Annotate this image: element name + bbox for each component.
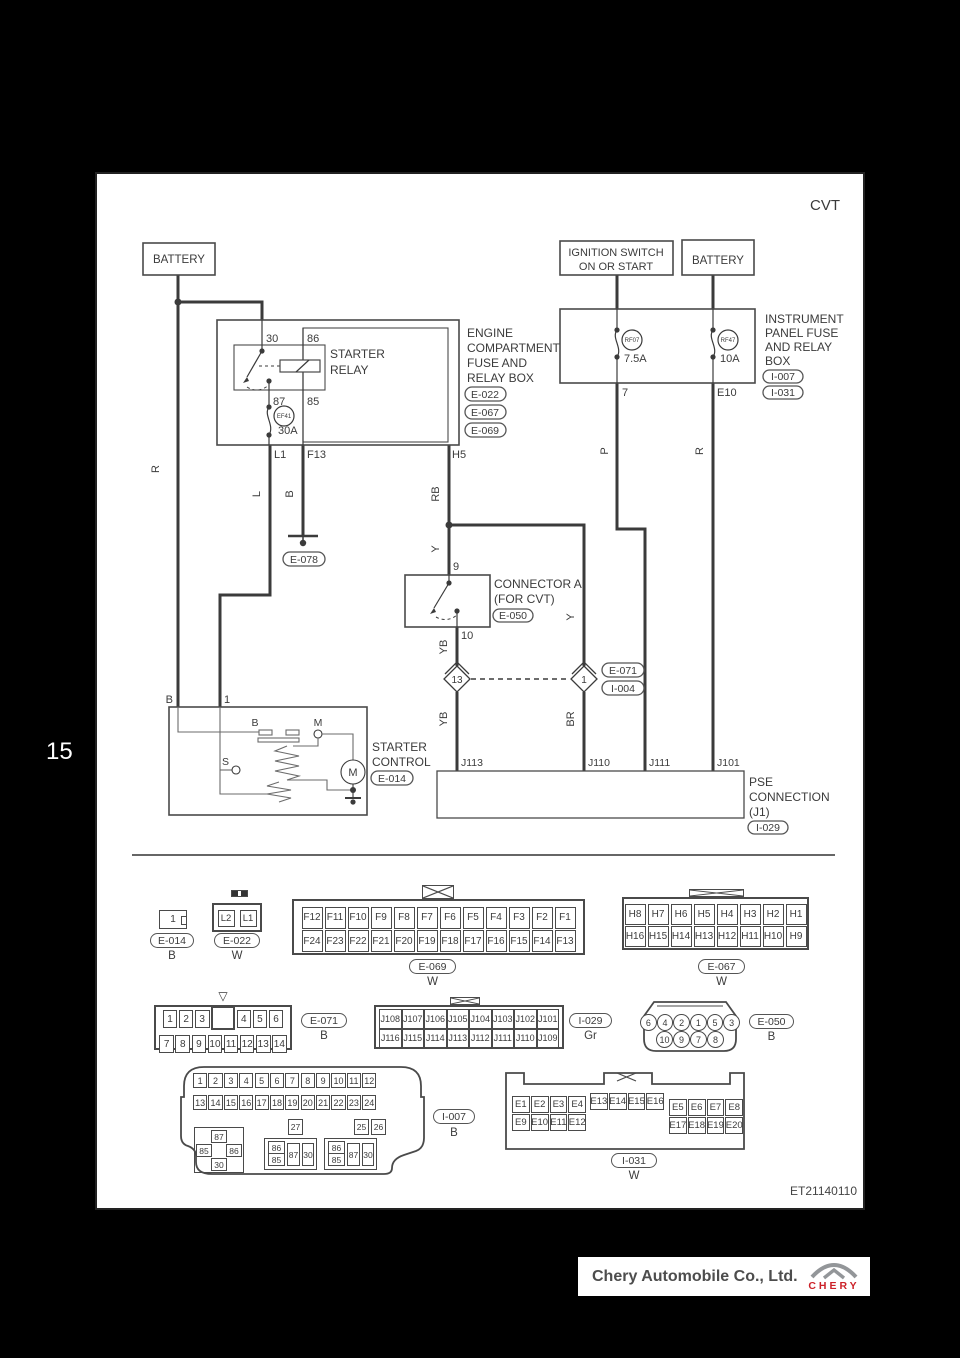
ignition-switch-label2: ON OR START <box>578 261 654 273</box>
pin-cell: 2 <box>179 1010 194 1028</box>
engine-pin-h5: H5 <box>452 449 467 461</box>
pin-cell: 15 <box>224 1095 238 1110</box>
pin-cell: 20 <box>301 1095 315 1110</box>
socket-85: 85 <box>196 1144 212 1157</box>
pin-cell: F1 <box>555 907 576 929</box>
pin-cell: E2 <box>531 1096 549 1113</box>
i031-left-grid <box>510 1096 588 1132</box>
diagram-title: CVT <box>810 197 840 214</box>
socket-87: 87 <box>211 1130 227 1143</box>
pin-cell: F4 <box>486 907 507 929</box>
pin-cell: F3 <box>509 907 530 929</box>
connector-a-label2: (FOR CVT) <box>494 592 555 606</box>
connector-a-label1: CONNECTOR A <box>494 577 582 591</box>
pin-cell: J114 <box>424 1029 447 1049</box>
pin-cell: J104 <box>469 1009 492 1029</box>
pin-cell: 24 <box>362 1095 376 1110</box>
ref-e050: E-050 <box>498 610 528 622</box>
pin-cell: F8 <box>394 907 415 929</box>
connector-e014 <box>159 910 187 929</box>
pin-cell: H9 <box>786 926 807 947</box>
pin-cell: E12 <box>568 1114 586 1131</box>
pin-cell: 21 <box>316 1095 330 1110</box>
pin-cell: H5 <box>694 904 715 925</box>
pin-cell: 13 <box>256 1035 271 1053</box>
pin-cell: J113 <box>447 1029 470 1049</box>
ref-pill-e067: E-067 <box>698 959 745 974</box>
svg-text:R: R <box>694 447 706 455</box>
pin-cell: 1 <box>163 1010 178 1028</box>
connector-e022 <box>212 903 262 932</box>
pin-row <box>590 1093 664 1110</box>
pin-cell: 2 <box>208 1073 222 1088</box>
pin-cell: F6 <box>440 907 461 929</box>
engine-box-label1: ENGINE <box>467 326 514 340</box>
pin-cell: 6 <box>269 1010 284 1028</box>
pin-cell: J103 <box>492 1009 515 1029</box>
pse-pin-j110: J110 <box>588 757 610 769</box>
inline-joint-symbols <box>444 662 597 692</box>
pin-row <box>214 910 260 927</box>
ref-pill-e050: E-050 <box>749 1014 794 1029</box>
pin-row <box>294 930 583 952</box>
pin-cell: 11 <box>347 1073 361 1088</box>
pin-row <box>193 1073 383 1088</box>
ref-pill-e069: E-069 <box>409 959 456 974</box>
pin-cell: 1 <box>690 1014 707 1031</box>
engine-pin-l1: L1 <box>274 449 287 461</box>
i031-right-grid <box>667 1099 745 1135</box>
socket-86: 86 <box>226 1144 242 1157</box>
pin-cell: 8 <box>707 1031 724 1048</box>
mini2-85: 85 <box>328 1153 345 1166</box>
instrument-fuses <box>614 309 738 383</box>
engine-fuse-box <box>217 320 459 445</box>
pin-cell: J102 <box>514 1009 537 1029</box>
pin-cell: 23 <box>347 1095 361 1110</box>
instrument-pin-e10: E10 <box>717 387 737 399</box>
ref-e071: E-071 <box>608 665 638 677</box>
color-e067: W <box>716 976 727 988</box>
ground-symbol <box>288 536 318 546</box>
ref-pill-i029: I-029 <box>569 1013 612 1028</box>
pin-row <box>156 1035 290 1053</box>
connector-e067 <box>622 897 809 950</box>
color-i029: Gr <box>584 1030 597 1042</box>
mini1-86: 86 <box>268 1141 285 1154</box>
page-number: 15 <box>46 738 73 765</box>
pin-cell: L2 <box>218 910 235 927</box>
connector-i007 <box>180 1064 425 1177</box>
pin-cell: 7 <box>285 1073 299 1088</box>
color-i031: W <box>628 1170 640 1182</box>
pin-cell: H11 <box>740 926 761 947</box>
i007-pin25: 25 <box>354 1119 369 1135</box>
pin-cell: F12 <box>302 907 323 929</box>
connector-a-pin-in: 9 <box>453 561 460 573</box>
chery-wordmark: CHERY <box>808 1280 860 1293</box>
sc-motor: M <box>348 767 358 779</box>
color-e014: B <box>168 950 176 962</box>
ref-i029: I-029 <box>756 822 780 834</box>
pin-cell: H7 <box>648 904 669 925</box>
ref-i004: I-004 <box>611 683 635 695</box>
pin-row <box>640 1014 740 1031</box>
connector-e071 <box>154 1005 292 1050</box>
ref-pill-e014: E-014 <box>150 933 194 948</box>
svg-text:Y: Y <box>430 545 442 553</box>
pin-cell: 7 <box>159 1035 174 1053</box>
pin-cell: E10 <box>531 1114 549 1131</box>
ref-i007: I-007 <box>771 371 795 383</box>
pin-cell: E19 <box>707 1117 725 1134</box>
pse-pin-j111: J111 <box>649 757 671 769</box>
pin-cell: E16 <box>646 1093 664 1110</box>
pin-cell: 5 <box>255 1073 269 1088</box>
pin-cell: J107 <box>402 1009 425 1029</box>
i007-pin27: 27 <box>288 1119 303 1135</box>
pse-label1: PSE <box>749 775 774 789</box>
relay-pin85: 85 <box>307 396 320 408</box>
pin-cell: F16 <box>486 930 507 952</box>
diagram-sheet <box>95 172 865 1210</box>
pin-row <box>193 1095 383 1110</box>
pin-cell: F23 <box>325 930 346 952</box>
battery-left-label: BATTERY <box>153 254 205 266</box>
svg-text:R: R <box>150 465 162 473</box>
ignition-switch-label1: IGNITION SWITCH <box>568 247 664 259</box>
pin-cell: E3 <box>550 1096 568 1113</box>
starter-relay-label1: STARTER <box>330 347 385 361</box>
joint-right-num: 1 <box>581 675 587 686</box>
relay-pin86: 86 <box>307 333 320 345</box>
svg-text:B: B <box>284 490 296 498</box>
ref-i031: I-031 <box>771 387 795 399</box>
pin-cell: H2 <box>763 904 784 925</box>
pin-cell: 1 <box>193 1073 207 1088</box>
pin-cell: 19 <box>285 1095 299 1110</box>
pin-cell: 13 <box>193 1095 207 1110</box>
instrument-pin-7: 7 <box>622 387 629 399</box>
pin-cell: H12 <box>717 926 738 947</box>
connector-i029 <box>374 1005 564 1049</box>
footer-company: Chery Automobile Co., Ltd. <box>592 1267 798 1285</box>
ref-e022: E-022 <box>470 389 500 401</box>
color-e069: W <box>427 976 438 988</box>
pin-cell: H3 <box>740 904 761 925</box>
i007-pin-grid <box>193 1073 383 1117</box>
svg-text:BR: BR <box>565 711 577 727</box>
pin-cell: 2 <box>673 1014 690 1031</box>
pin-cell: F19 <box>417 930 438 952</box>
pin-cell: F17 <box>463 930 484 952</box>
pin-cell: 10 <box>331 1073 345 1088</box>
i007-mini-relay-2 <box>324 1138 377 1170</box>
ref-e014: E-014 <box>377 773 407 785</box>
pse-label3: (J1) <box>749 805 770 819</box>
pin-cell: H15 <box>648 926 669 947</box>
pin-cell: F2 <box>532 907 553 929</box>
svg-text:RB: RB <box>430 486 442 502</box>
svg-text:YB: YB <box>438 639 450 655</box>
i031-mid-grid <box>590 1093 664 1111</box>
pse-pin-j113: J113 <box>461 757 483 769</box>
svg-text:Y: Y <box>565 613 577 621</box>
pin-cell: E6 <box>688 1099 706 1116</box>
pin-cell: J109 <box>537 1029 560 1049</box>
color-e071: B <box>320 1030 328 1042</box>
pin-cell: 10 <box>656 1031 673 1048</box>
pse-label2: CONNECTION <box>749 790 830 804</box>
pin-cell: E17 <box>669 1117 687 1134</box>
mini2-86: 86 <box>328 1141 345 1154</box>
e071-marker-icon: ▽ <box>218 989 228 1003</box>
pin-cell: 3 <box>224 1073 238 1088</box>
chery-emblem-icon <box>806 1261 862 1281</box>
e069-lock-tab <box>422 885 454 899</box>
pin-cell: J110 <box>514 1029 537 1049</box>
e067-lock-tab <box>689 889 744 897</box>
pin-cell: F14 <box>532 930 553 952</box>
pin-cell: F22 <box>348 930 369 952</box>
mini1-87: 87 <box>287 1143 300 1166</box>
sc-lbl-m: M <box>313 717 323 729</box>
svg-text:L: L <box>251 490 263 498</box>
pin-cell: E5 <box>669 1099 687 1116</box>
pin-cell: H13 <box>694 926 715 947</box>
pin-cell: J115 <box>402 1029 425 1049</box>
pin-cell: J111 <box>492 1029 515 1049</box>
sc-lbl-b: B <box>251 717 259 729</box>
pin-row <box>294 907 583 929</box>
pin-row <box>510 1096 588 1113</box>
i007-pin26: 26 <box>371 1119 386 1135</box>
relay-pin30: 30 <box>266 333 279 345</box>
pin-cell: E9 <box>512 1114 530 1131</box>
pin-cell: H8 <box>625 904 646 925</box>
instrument-box-label4: BOX <box>765 354 791 368</box>
pin-cell: 18 <box>270 1095 284 1110</box>
mini2-87: 87 <box>347 1143 360 1166</box>
pin-cell: J112 <box>469 1029 492 1049</box>
pin-row <box>667 1099 745 1116</box>
socket-30: 30 <box>211 1158 227 1171</box>
instrument-fuse-box <box>560 309 755 383</box>
wiring-schematic <box>97 174 863 874</box>
pin-cell: 14 <box>208 1095 222 1110</box>
pin-row <box>510 1114 588 1131</box>
connector-a-symbol <box>430 575 460 627</box>
i007-mini-relay-1 <box>264 1138 317 1170</box>
starter-control-box <box>169 707 367 815</box>
pin-row <box>376 1029 562 1049</box>
pin-cell: F5 <box>463 907 484 929</box>
sc-label1: STARTER <box>372 740 427 754</box>
instrument-box-label3: AND RELAY <box>765 340 833 354</box>
pin-cell: F9 <box>371 907 392 929</box>
pin-cell: F21 <box>371 930 392 952</box>
ref-pill-i031: I-031 <box>611 1153 657 1168</box>
connector-i031 <box>505 1072 745 1150</box>
pin-cell: E18 <box>688 1117 706 1134</box>
pin-cell: E14 <box>609 1093 627 1110</box>
ref-pill-e071: E-071 <box>301 1013 347 1028</box>
pin-cell: J101 <box>537 1009 560 1029</box>
engine-box-label2: COMPARTMENT <box>467 341 560 355</box>
pin-cell: J108 <box>379 1009 402 1029</box>
engine-pin-f13: F13 <box>307 449 326 461</box>
pin-cell: 4 <box>239 1073 253 1088</box>
pin-cell: 8 <box>175 1035 190 1053</box>
pin-cell: 11 <box>224 1035 239 1053</box>
pin-cell: 4 <box>657 1014 674 1031</box>
fuse1-rating: 7.5A <box>624 353 647 365</box>
pin-cell: F11 <box>325 907 346 929</box>
pin-row <box>667 1117 745 1134</box>
pin-cell: 12 <box>240 1035 255 1053</box>
engine-box-label4: RELAY BOX <box>467 371 534 385</box>
engine-box-label3: FUSE AND <box>467 356 528 370</box>
relay-fuse-name: EF41 <box>276 414 292 420</box>
pin-row <box>156 1010 290 1034</box>
fuse1-name: RF07 <box>624 338 640 344</box>
pin-cell: F15 <box>509 930 530 952</box>
battery-right-label: BATTERY <box>692 255 744 267</box>
instrument-box-label1: INSTRUMENT <box>765 312 844 326</box>
pin-cell: 3 <box>195 1010 210 1028</box>
pin-cell: J106 <box>424 1009 447 1029</box>
pse-connection-box <box>437 771 744 818</box>
fuse2-name: RF47 <box>720 338 736 344</box>
pin-cell: H1 <box>786 904 807 925</box>
pin-cell: L1 <box>240 910 257 927</box>
pin-cell: 8 <box>301 1073 315 1088</box>
pin-row <box>624 904 807 925</box>
mini1-30: 30 <box>302 1143 314 1166</box>
pin-cell: H10 <box>763 926 784 947</box>
starter-relay-label2: RELAY <box>330 363 369 377</box>
instrument-box-label2: PANEL FUSE <box>765 326 839 340</box>
pin-row <box>624 926 807 947</box>
pin-cell: F10 <box>348 907 369 929</box>
color-i007: B <box>450 1127 458 1139</box>
pin-cell: E15 <box>628 1093 646 1110</box>
svg-text:YB: YB <box>438 711 450 727</box>
sheet-code: ET21140110 <box>790 1184 857 1198</box>
relay-pin87: 87 <box>273 396 286 408</box>
relay-fuse-rating: 30A <box>278 425 298 437</box>
i029-lock-tab <box>450 997 480 1005</box>
pin-cell: 9 <box>316 1073 330 1088</box>
pin-cell: J116 <box>379 1029 402 1049</box>
mini2-30: 30 <box>362 1143 374 1166</box>
pin-cell: F13 <box>555 930 576 952</box>
color-e050: B <box>767 1031 776 1043</box>
pin-row <box>376 1009 562 1029</box>
connector-e069 <box>292 899 585 955</box>
sc-pin-1: 1 <box>224 694 231 706</box>
connector-a-pin-out: 10 <box>461 630 474 642</box>
mini1-85: 85 <box>268 1153 285 1166</box>
e014-pin: 1 <box>170 914 176 925</box>
pin-cell: E11 <box>550 1114 568 1131</box>
pin-cell: E4 <box>568 1096 586 1113</box>
pin-cell: E1 <box>512 1096 530 1113</box>
pin-cell: H4 <box>717 904 738 925</box>
pin-cell: F24 <box>302 930 323 952</box>
color-e022: W <box>231 950 243 962</box>
joint-left-num: 13 <box>451 675 463 686</box>
pin-cell: F7 <box>417 907 438 929</box>
pin-cell: F18 <box>440 930 461 952</box>
pin-cell: 3 <box>723 1014 740 1031</box>
pin-cell: 9 <box>673 1031 690 1048</box>
fuse2-rating: 10A <box>720 353 740 365</box>
pin-cell: 5 <box>253 1010 268 1028</box>
pin-cell: E13 <box>590 1093 608 1110</box>
pin-cell: 7 <box>690 1031 707 1048</box>
pin-cell: F20 <box>394 930 415 952</box>
chery-logo <box>806 1261 862 1292</box>
ref-e078: E-078 <box>289 554 319 566</box>
i007-relay-socket <box>194 1127 244 1173</box>
pin-cell: 6 <box>270 1073 284 1088</box>
svg-text:P: P <box>599 447 611 455</box>
pin-cell: H6 <box>671 904 692 925</box>
ref-pill-i007: I-007 <box>433 1109 475 1124</box>
ref-e069: E-069 <box>470 425 500 437</box>
e022-tab <box>231 890 248 897</box>
pin-cell: 14 <box>272 1035 287 1053</box>
pin-cell: E7 <box>707 1099 725 1116</box>
connector-e050 <box>640 999 740 1057</box>
sc-lbl-s: S <box>221 756 229 768</box>
sc-pin-b: B <box>165 694 173 706</box>
pin-cell: J105 <box>447 1009 470 1029</box>
pin-cell: 5 <box>707 1014 724 1031</box>
ref-e067: E-067 <box>470 407 500 419</box>
footer-bar <box>578 1257 870 1296</box>
pin-row <box>640 1031 740 1048</box>
ref-pill-e022: E-022 <box>214 933 260 948</box>
pin-cell: H14 <box>671 926 692 947</box>
sc-label2: CONTROL <box>372 755 431 769</box>
pin-cell: 9 <box>192 1035 207 1053</box>
pin-cell: 22 <box>331 1095 345 1110</box>
pin-cell: 10 <box>208 1035 223 1053</box>
pin-cell: 17 <box>255 1095 269 1110</box>
keyway <box>211 1006 235 1030</box>
pin-cell: E8 <box>725 1099 743 1116</box>
e050-pin-grid <box>640 1014 740 1048</box>
pin-cell: 12 <box>362 1073 376 1088</box>
pin-cell: E20 <box>725 1117 743 1134</box>
pin-cell: H16 <box>625 926 646 947</box>
pin-cell: 16 <box>239 1095 253 1110</box>
starter-control-symbol <box>178 707 365 805</box>
pin-cell: 4 <box>237 1010 252 1028</box>
pse-pin-j101: J101 <box>717 757 740 769</box>
pin-cell: 6 <box>640 1014 657 1031</box>
latch-notch <box>181 916 187 925</box>
